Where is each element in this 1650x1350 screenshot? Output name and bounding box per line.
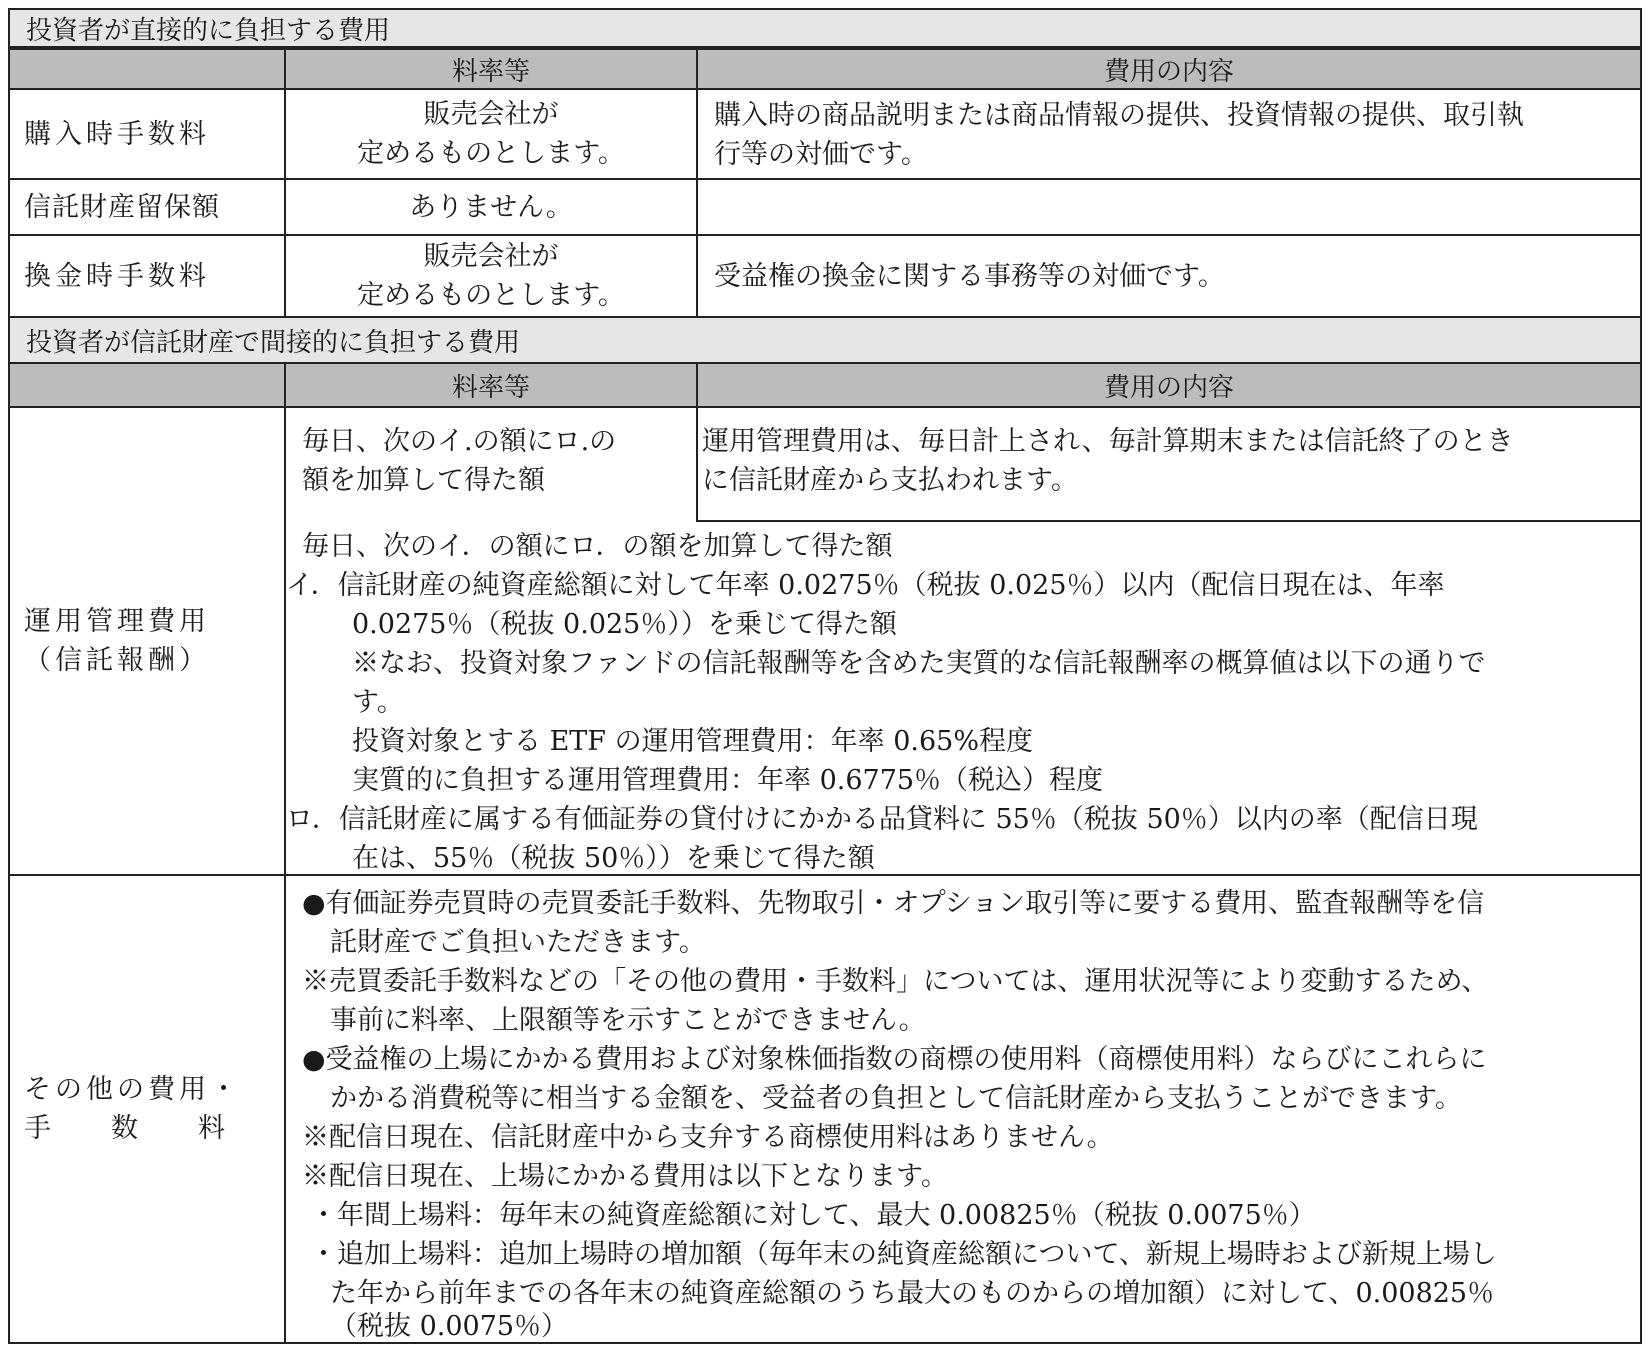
trust-reserve-rate-cell — [284, 178, 698, 236]
management-fee-rate — [302, 422, 616, 500]
mf-detail-line: 実質的に負担する運用管理費用：年率 0.6775％（税込）程度 — [352, 765, 1104, 796]
redemption-fee-label: 換金時手数料 — [24, 260, 210, 292]
of-detail-line: ※配信日現在、上場にかかる費用は以下となります。 — [302, 1161, 948, 1192]
management-fee-label-cell — [8, 406, 286, 876]
management-fee-rate-line1: 毎日、次のイ.の額にロ.の — [302, 426, 617, 457]
other-fees-label-char: 数 — [111, 1113, 142, 1144]
mf-detail-line: 投資対象とする ETF の運用管理費用：年率 0.65%程度 — [352, 726, 1033, 757]
mf-detail-line: 在は、55％（税抜 50％））を乗じて得た額 — [352, 843, 875, 874]
management-fee-content-line2: に信託財産から支払われます。 — [702, 465, 1078, 496]
header2-content — [696, 362, 1642, 408]
of-detail-line: ※配信日現在、信託財産中から支弁する商標使用料はありません。 — [302, 1122, 1114, 1153]
redemption-fee-label-cell — [8, 234, 286, 318]
purchase-fee-rate-line2: 定めるものとします。 — [357, 138, 625, 169]
header-rate — [284, 48, 698, 90]
management-fee-label-line2: （信託報酬） — [24, 645, 210, 676]
management-fee-detail — [286, 522, 1640, 872]
of-detail-line: 託財産でご負担いただきます。 — [330, 927, 706, 958]
management-fee-content-line1: 運用管理費用は、毎日計上され、毎計算期末または信託終了のとき — [702, 426, 1514, 457]
header2-content-label: 費用の内容 — [1103, 372, 1234, 403]
other-fees-label-line1: その他の費用・ — [24, 1074, 241, 1105]
other-fees-label-char: 料 — [198, 1113, 229, 1144]
other-fees-label-cell — [8, 874, 286, 1344]
other-fees-body-cell — [284, 874, 1642, 1344]
header-rate-label: 料率等 — [451, 56, 530, 87]
management-fee-label-line1: 運用管理費用 — [24, 606, 210, 637]
of-detail-line: かかる消費税等に相当する金額を、受益者の負担として信託財産から支払うことができます。 — [330, 1083, 1462, 1114]
indirect-costs-title — [8, 316, 1642, 364]
direct-costs-title — [8, 8, 1642, 48]
mf-detail-line: ※なお、投資対象ファンドの信託報酬等を含めた実質的な信託報酬率の概算値は以下の通りで — [352, 648, 1486, 679]
trust-reserve-content-cell — [696, 178, 1642, 236]
header-content-label: 費用の内容 — [1103, 56, 1234, 87]
purchase-fee-rate-cell — [284, 88, 698, 180]
other-fees-label-char: 手 — [24, 1113, 55, 1144]
mf-detail-line: イ．信託財産の純資産総額に対して年率 0.0275％（税抜 0.025％）以内（配信日現在は、年率 — [286, 570, 1445, 601]
header2-rate — [284, 362, 698, 408]
header2-rate-label: 料率等 — [451, 372, 530, 403]
of-detail-line: （税抜 0.0075％） — [330, 1311, 569, 1342]
redemption-fee-rate-line2: 定めるものとします。 — [357, 280, 625, 311]
of-detail-line: ・年間上場料：毎年末の純資産総額に対して、最大 0.00825％（税抜 0.0075％） — [310, 1200, 1316, 1231]
purchase-fee-content-cell — [696, 88, 1642, 180]
redemption-fee-content-cell — [696, 234, 1642, 318]
indirect-costs-title-text: 投資者が信託財産で間接的に負担する費用 — [26, 327, 521, 358]
redemption-fee-rate-cell — [284, 234, 698, 318]
of-detail-line: ・追加上場料：追加上場時の増加額（毎年末の純資産総額について、新規上場時および新規上場し — [310, 1239, 1497, 1270]
purchase-fee-label-cell — [8, 88, 286, 180]
of-detail-line: ●受益権の上場にかかる費用および対象株価指数の商標の使用料（商標使用料）ならびにこれらに — [302, 1044, 1487, 1075]
purchase-fee-rate-line1: 販売会社が — [423, 99, 559, 130]
direct-costs-title-text: 投資者が直接的に負担する費用 — [26, 15, 391, 46]
of-detail-line: ※売買委託手数料などの「その他の費用・手数料」については、運用状況等により変動するため、 — [302, 966, 1489, 997]
of-detail-line: 事前に料率、上限額等を示すことができません。 — [330, 1005, 926, 1036]
purchase-fee-content-line1: 購入時の商品説明または商品情報の提供、投資情報の提供、取引執 — [714, 100, 1524, 131]
other-fees-label-line2 — [24, 1109, 229, 1148]
header-content — [696, 48, 1642, 90]
trust-reserve-label-cell — [8, 178, 286, 236]
trust-reserve-rate: ありません。 — [409, 191, 573, 223]
mf-detail-line: ロ．信託財産に属する有価証券の貸付けにかかる品貸料に 55％（税抜 50％）以内の率（配信日現 — [286, 804, 1478, 835]
redemption-fee-content: 受益権の換金に関する事務等の対価です。 — [714, 260, 1225, 292]
management-fee-rate-line2: 額を加算して得た額 — [302, 465, 545, 496]
mf-detail-line: 0.0275％（税抜 0.025％））を乗じて得た額 — [352, 609, 897, 640]
purchase-fee-content-line2: 行等の対価です。 — [714, 139, 928, 170]
of-detail-line: ●有価証券売買時の売買委託手数料、先物取引・オプション取引等に要する費用、監査報酬等を信 — [302, 888, 1485, 919]
purchase-fee-label: 購入時手数料 — [24, 118, 210, 150]
header-blank-cell — [8, 48, 286, 90]
mf-detail-line: 毎日、次のイ．の額にロ．の額を加算して得た額 — [302, 531, 893, 562]
management-fee-content-box — [696, 406, 1642, 522]
redemption-fee-rate-line1: 販売会社が — [423, 241, 559, 272]
trust-reserve-label: 信託財産留保額 — [24, 191, 220, 223]
header2-blank-cell — [8, 362, 286, 408]
of-detail-line: た年から前年までの各年末の純資産総額のうち最大のものからの増加額）に対して、0.00825％ — [330, 1278, 1495, 1309]
mf-detail-line: す。 — [352, 687, 404, 718]
